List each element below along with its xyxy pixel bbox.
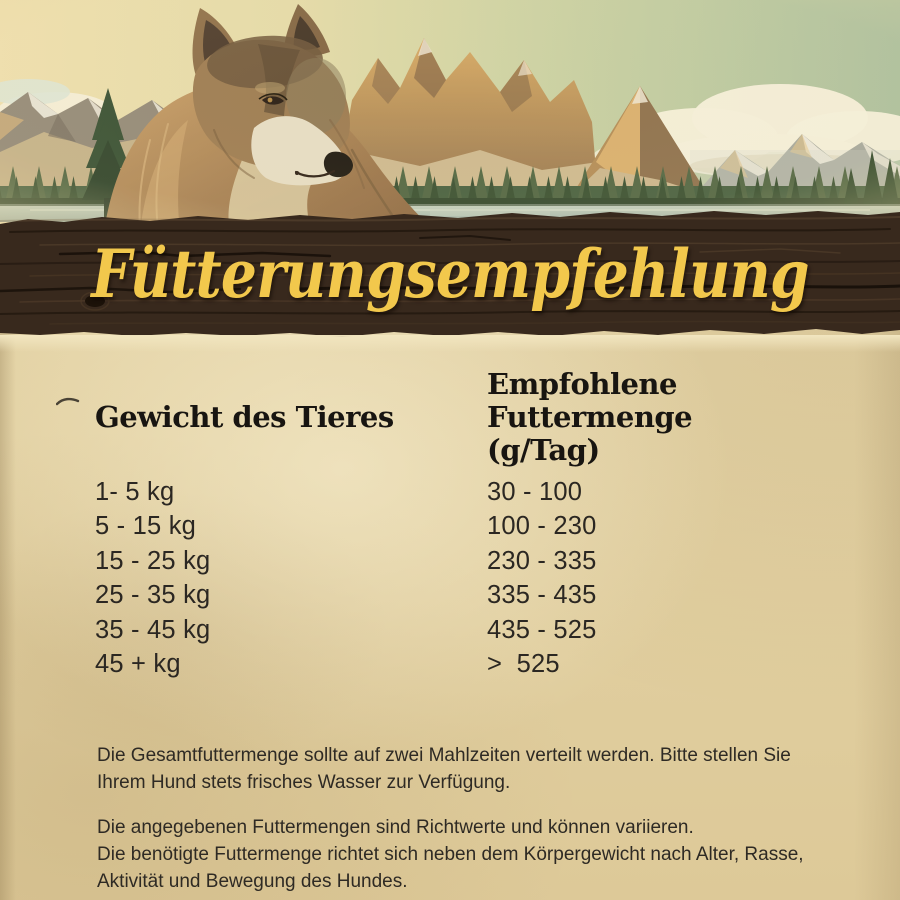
table-header-row (95, 368, 809, 467)
plank-under-glow (0, 335, 900, 352)
amount-cell: 335 - 435 (487, 581, 597, 610)
paper-scratch-mark (56, 396, 80, 408)
note-line: Die Gesamtfuttermenge sollte auf zwei Mahlzeiten verteilt werden. Bitte stellen Sie (97, 745, 791, 766)
weight-cell: 5 - 15 kg (95, 512, 197, 541)
feeding-table (95, 368, 809, 682)
weight-cell: 45 + kg (95, 650, 181, 679)
weight-cell: 15 - 25 kg (95, 546, 211, 575)
table-row (95, 648, 809, 683)
table-row (95, 613, 809, 648)
notes-section (97, 742, 804, 895)
amount-cell: 30 - 100 (487, 477, 583, 506)
amount-cell: > 525 (487, 650, 560, 679)
note-paragraph-1 (97, 742, 804, 796)
weight-cell: 25 - 35 kg (95, 581, 211, 610)
table-row (95, 475, 809, 510)
amount-cell: 230 - 335 (487, 546, 597, 575)
table-row (95, 544, 809, 579)
weight-cell: 35 - 45 kg (95, 615, 211, 644)
table-row (95, 579, 809, 614)
note-paragraph-2 (97, 814, 804, 895)
table-header-right-line1: Empfohlene (487, 367, 677, 401)
table-header-left: Gewicht des Tieres (95, 400, 394, 434)
table-header-right (487, 368, 809, 467)
weight-cell: 1- 5 kg (95, 477, 175, 506)
table-row (95, 510, 809, 545)
note-line: Aktivität und Bewegung des Hundes. (97, 871, 408, 892)
amount-cell: 435 - 525 (487, 615, 597, 644)
note-line: Die angegebenen Futtermengen sind Richtwerte und können variieren. (97, 817, 694, 838)
note-line: Die benötigte Futtermenge richtet sich neben dem Körpergewicht nach Alter, Rasse, (97, 844, 804, 865)
page-title: Fütterungsempfehlung (91, 235, 809, 313)
amount-cell: 100 - 230 (487, 512, 597, 541)
note-line: Ihrem Hund stets frisches Wasser zur Verfügung. (97, 772, 511, 793)
table-header-right-line2: Futtermenge (g/Tag) (487, 400, 693, 467)
